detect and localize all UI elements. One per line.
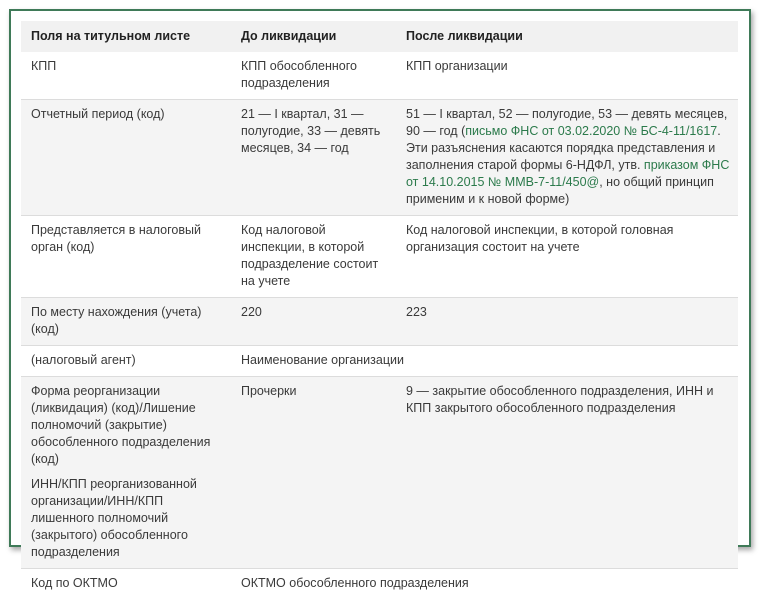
cell-before: 21 — I квартал, 31 — полугодие, 33 — девять месяцев, 34 — год xyxy=(231,100,396,216)
cell-field-text: Форма реорганизации (ликвидация) (код)/Лишение полномочий (закрытие) обособленного подразделения (код) xyxy=(31,383,225,468)
cell-field: Представляется в налоговый орган (код) xyxy=(21,216,231,298)
cell-text: . Эти разъяснения касаются порядка представления и заполнения старой формы 6-НДФЛ, утв. xyxy=(406,124,721,172)
fns-letter-link[interactable]: письмо ФНС от 03.02.2020 № БС-4-11/1617 xyxy=(465,124,717,138)
header-after: После ликвидации xyxy=(396,21,738,52)
header-before: До ликвидации xyxy=(231,21,396,52)
cell-field: КПП xyxy=(21,52,231,100)
cell-before: Прочерки xyxy=(231,377,396,569)
cell-field: Отчетный период (код) xyxy=(21,100,231,216)
table-row xyxy=(21,100,738,216)
cell-text: , но общий принцип применим и к новой форме) xyxy=(406,175,714,206)
table-row xyxy=(21,377,738,569)
cell-merged: ОКТМО обособленного подразделения xyxy=(231,569,738,599)
table-row xyxy=(21,216,738,298)
cell-after: КПП организации xyxy=(396,52,738,100)
cell-merged: Наименование организации xyxy=(231,346,738,377)
cell-field: (налоговый агент) xyxy=(21,346,231,377)
cell-before: Код налоговой инспекции, в которой подразделение состоит на учете xyxy=(231,216,396,298)
table-frame xyxy=(9,9,751,547)
cell-after xyxy=(396,100,738,216)
table-row xyxy=(21,569,738,599)
cell-text: 51 — I квартал, 52 — полугодие, 53 — девять месяцев, 90 — год ( xyxy=(406,107,727,138)
fns-order-link[interactable]: приказом ФНС от 14.10.2015 № ММВ-7-11/450@ xyxy=(406,158,729,189)
cell-after: Код налоговой инспекции, в которой головная организация состоит на учете xyxy=(396,216,738,298)
cell-before: КПП обособленного подразделения xyxy=(231,52,396,100)
cell-field: Код по ОКТМО xyxy=(21,569,231,599)
table-row xyxy=(21,52,738,100)
header-fields: Поля на титульном листе xyxy=(21,21,231,52)
cell-after: 223 xyxy=(396,298,738,346)
table-row xyxy=(21,346,738,377)
cell-field-text: ИНН/КПП реорганизованной организации/ИНН/КПП лишенного полномочий (закрытого) обособленного подразделения xyxy=(31,476,225,561)
table-header-row xyxy=(21,21,738,52)
cell-after: 9 — закрытие обособленного подразделения, ИНН и КПП закрытого обособленного подразделения xyxy=(396,377,738,569)
cell-field: По месту нахождения (учета) (код) xyxy=(21,298,231,346)
cell-field xyxy=(21,377,231,569)
table-row xyxy=(21,298,738,346)
liquidation-comparison-table xyxy=(21,21,738,599)
cell-before: 220 xyxy=(231,298,396,346)
